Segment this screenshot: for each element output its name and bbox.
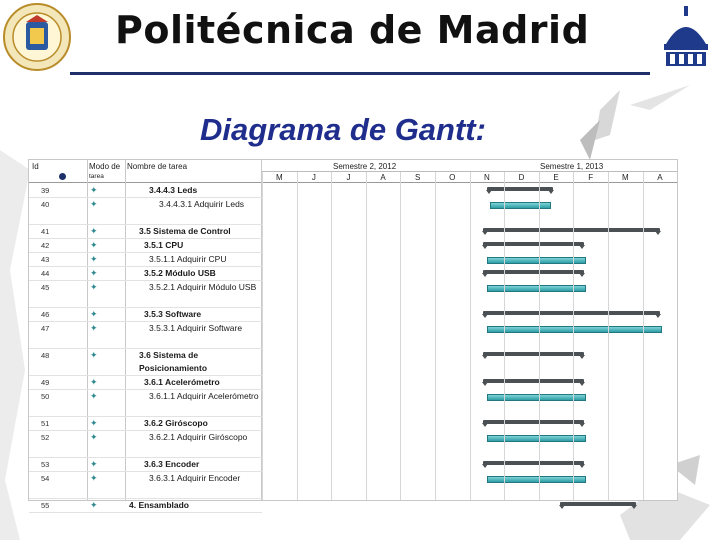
row-id: 50 <box>41 392 50 401</box>
month-label: J <box>346 173 351 182</box>
header-divider <box>70 72 650 75</box>
row-id: 47 <box>41 324 50 333</box>
month-label: E <box>553 173 559 182</box>
task-bar[interactable] <box>487 394 586 401</box>
summary-bar[interactable] <box>560 502 636 506</box>
task-name: 3.5.3 Software <box>144 309 202 319</box>
month-gridline <box>470 172 471 500</box>
month-label: J <box>311 173 316 182</box>
month-label: O <box>449 173 456 182</box>
gantt-row[interactable] <box>29 390 677 417</box>
task-name: 4. Ensamblado <box>129 500 189 510</box>
row-id: 48 <box>41 351 50 360</box>
summary-bar[interactable] <box>483 352 583 356</box>
row-id: 51 <box>41 419 50 428</box>
gantt-chart <box>28 159 678 510</box>
gantt-row[interactable] <box>29 458 677 472</box>
row-divider <box>29 512 262 513</box>
row-id: 39 <box>41 186 50 195</box>
summary-bar[interactable] <box>483 242 583 246</box>
task-mode-pin-icon: ✦ <box>90 199 98 209</box>
summary-bar[interactable] <box>483 461 583 465</box>
gantt-header <box>29 160 677 183</box>
month-gridline <box>400 172 401 500</box>
row-id: 54 <box>41 474 50 483</box>
column-header-mode: Modo de <box>89 162 121 171</box>
gantt-row[interactable] <box>29 308 677 322</box>
summary-bar[interactable] <box>487 187 553 191</box>
month-gridline <box>331 172 332 500</box>
task-name: 3.4.4.3.1 Adquirir Leds <box>159 199 245 209</box>
month-gridline <box>435 172 436 500</box>
task-mode-pin-icon: ✦ <box>90 185 98 195</box>
task-mode-pin-icon: ✦ <box>90 418 98 428</box>
summary-bar[interactable] <box>483 228 659 232</box>
row-id: 43 <box>41 255 50 264</box>
gantt-row[interactable] <box>29 184 677 198</box>
task-name: 3.6.2 Giróscopo <box>144 418 208 428</box>
task-name: 3.6.3 Encoder <box>144 459 200 469</box>
month-gridline <box>643 172 644 500</box>
task-name: 3.4.4.3 Leds <box>149 185 198 195</box>
gantt-row[interactable] <box>29 253 677 267</box>
row-id: 42 <box>41 241 50 250</box>
column-header-mode-line2: tarea <box>89 173 104 180</box>
month-gridline <box>539 172 540 500</box>
row-id: 44 <box>41 269 50 278</box>
task-mode-pin-icon: ✦ <box>90 323 98 333</box>
task-mode-pin-icon: ✦ <box>90 377 98 387</box>
gantt-row[interactable] <box>29 281 677 308</box>
column-header-name: Nombre de tarea <box>127 162 188 171</box>
task-bar[interactable] <box>487 435 586 442</box>
summary-bar[interactable] <box>483 379 583 383</box>
task-mode-pin-icon: ✦ <box>90 473 98 483</box>
summary-bar[interactable] <box>483 311 659 315</box>
row-id: 49 <box>41 378 50 387</box>
summary-bar[interactable] <box>483 420 583 424</box>
task-name: 3.6.1 Acelerómetro <box>144 377 220 387</box>
task-bar[interactable] <box>490 202 551 209</box>
task-mode-pin-icon: ✦ <box>90 432 98 442</box>
month-label: F <box>588 173 594 182</box>
info-column-icon <box>59 173 66 180</box>
month-gridline <box>608 172 609 500</box>
task-mode-pin-icon: ✦ <box>90 268 98 278</box>
gantt-row[interactable] <box>29 376 677 390</box>
task-name: 3.5.3.1 Adquirir Software <box>149 323 243 333</box>
task-name: 3.5 Sistema de Control <box>139 226 231 236</box>
month-label: M <box>621 173 629 182</box>
task-mode-pin-icon: ✦ <box>90 254 98 264</box>
row-id: 52 <box>41 433 50 442</box>
semester-label-2: Semestre 1, 2013 <box>540 162 604 171</box>
task-mode-pin-icon: ✦ <box>90 226 98 236</box>
gantt-row[interactable] <box>29 225 677 239</box>
semester-label-1: Semestre 2, 2012 <box>333 162 397 171</box>
task-bar[interactable] <box>487 326 662 333</box>
task-mode-pin-icon: ✦ <box>90 459 98 469</box>
task-name: 3.6 Sistema de Posicionamiento <box>139 350 208 373</box>
month-gridline <box>297 172 298 500</box>
task-name: 3.5.1.1 Adquirir CPU <box>149 254 227 264</box>
month-gridline <box>366 172 367 500</box>
row-id: 53 <box>41 460 50 469</box>
summary-bar[interactable] <box>483 270 583 274</box>
gantt-row[interactable] <box>29 267 677 281</box>
row-id: 40 <box>41 200 50 209</box>
slide-heading: Diagrama de Gantt: <box>200 112 486 147</box>
task-name: 3.5.2.1 Adquirir Módulo USB <box>149 282 257 292</box>
gantt-row[interactable] <box>29 198 677 225</box>
row-id: 46 <box>41 310 50 319</box>
row-id: 41 <box>41 227 50 236</box>
month-gridline <box>573 172 574 500</box>
task-mode-pin-icon: ✦ <box>90 309 98 319</box>
gantt-row[interactable] <box>29 349 677 376</box>
task-mode-pin-icon: ✦ <box>90 391 98 401</box>
month-label: D <box>518 173 525 182</box>
gantt-row[interactable] <box>29 499 677 513</box>
task-name: 3.6.1.1 Adquirir Acelerómetro <box>149 391 259 401</box>
task-mode-pin-icon: ✦ <box>90 500 98 510</box>
university-crest-logo <box>2 2 72 72</box>
month-label: M <box>275 173 283 182</box>
task-mode-pin-icon: ✦ <box>90 240 98 250</box>
task-mode-pin-icon: ✦ <box>90 282 98 292</box>
task-mode-pin-icon: ✦ <box>90 350 98 360</box>
month-label: N <box>484 173 490 182</box>
page-title: Politécnica de Madrid <box>115 8 590 52</box>
gantt-row[interactable] <box>29 239 677 253</box>
month-label: A <box>657 173 663 182</box>
task-bar[interactable] <box>487 257 586 264</box>
row-id: 55 <box>41 501 50 510</box>
task-name: 3.5.2 Módulo USB <box>144 268 216 278</box>
task-bar[interactable] <box>487 285 586 292</box>
column-header-id: Id <box>32 162 39 171</box>
task-name: 3.6.2.1 Adquirir Giróscopo <box>149 432 248 442</box>
task-name: 3.6.3.1 Adquirir Encoder <box>149 473 241 483</box>
dome-logo <box>658 4 714 70</box>
gantt-row[interactable] <box>29 417 677 431</box>
task-bar[interactable] <box>487 476 586 483</box>
month-gridline <box>504 172 505 500</box>
task-name: 3.5.1 CPU <box>144 240 184 250</box>
gantt-row[interactable] <box>29 322 677 349</box>
month-gridline <box>262 172 263 500</box>
gantt-row[interactable] <box>29 431 677 458</box>
month-label: S <box>415 173 421 182</box>
gantt-row[interactable] <box>29 472 677 499</box>
row-id: 45 <box>41 283 50 292</box>
month-label: A <box>380 173 386 182</box>
